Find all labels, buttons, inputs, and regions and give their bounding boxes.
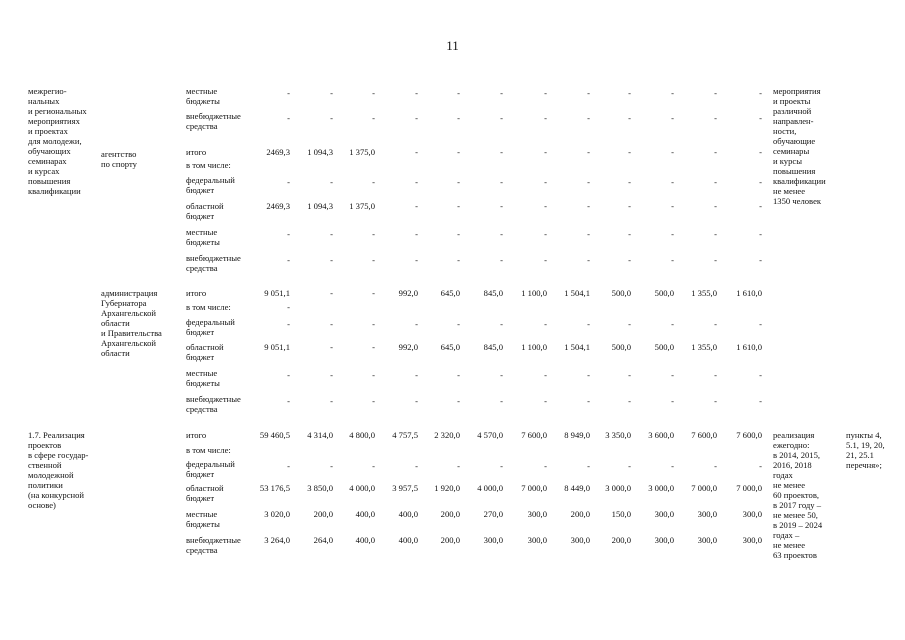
row-a-fed-cell: - bbox=[628, 177, 631, 187]
row-a-itogo-cell: - bbox=[759, 147, 762, 157]
result-text-line: мероприятия bbox=[773, 86, 821, 96]
row-b-obl-cell: 1 100,0 bbox=[521, 342, 547, 352]
row-c-itogo-cell: 59 460,5 bbox=[259, 430, 290, 440]
row-a-vneb-cell: - bbox=[587, 255, 590, 265]
row-b-vneb-cell: - bbox=[714, 396, 717, 406]
row-a-obl-cell: - bbox=[544, 201, 547, 211]
row-a-fed-cell: - bbox=[415, 177, 418, 187]
row-b-obl-cell: 1 610,0 bbox=[736, 342, 762, 352]
row-a0-vneb-cell: - bbox=[372, 113, 375, 123]
measure-name-line: межрегио- bbox=[28, 86, 67, 96]
row-b-mest-cell: - bbox=[457, 370, 460, 380]
measure-name-line: молодежной bbox=[28, 470, 74, 480]
row-c-mest-cell: 400,0 bbox=[398, 509, 418, 519]
row-b-fed-cell: - bbox=[714, 319, 717, 329]
row-a-obl-cell: - bbox=[415, 201, 418, 211]
row-a-obl-cell: 2469,3 bbox=[266, 201, 290, 211]
reference-text-line: 21, 25.1 bbox=[846, 450, 874, 460]
row-b-vtomchisle-cell: - bbox=[287, 302, 290, 312]
row-c-vneb-cell: 300,0 bbox=[654, 535, 674, 545]
row-c-itogo-cell: 7 600,0 bbox=[736, 430, 762, 440]
row-a-vneb-cell: - bbox=[500, 255, 503, 265]
row-b-fed-cell: - bbox=[372, 319, 375, 329]
row-c-itogo-cell: 2 320,0 bbox=[434, 430, 460, 440]
row-a-obl-cell: 1 375,0 bbox=[349, 201, 375, 211]
row-b-fed-cell: - bbox=[287, 319, 290, 329]
row-a0-vneb-cell: - bbox=[544, 113, 547, 123]
result-text-line: и курсы bbox=[773, 156, 802, 166]
row-a0-mest-cell: - bbox=[628, 88, 631, 98]
row-a-mest-cell: - bbox=[500, 229, 503, 239]
row-a-vneb-cell: - bbox=[330, 255, 333, 265]
measure-name-line: (на конкурсной bbox=[28, 490, 85, 500]
row-c-fed-cell: - bbox=[671, 461, 674, 471]
executor-name-line: Архангельской bbox=[101, 308, 156, 318]
row-b-mest-cell: - bbox=[544, 370, 547, 380]
row-c-itogo-cell: 7 600,0 bbox=[521, 430, 547, 440]
row-a-itogo-cell: 2469,3 bbox=[266, 147, 290, 157]
row-b-itogo-cell: 845,0 bbox=[483, 288, 503, 298]
row-b-obl-cell: 1 355,0 bbox=[691, 342, 717, 352]
row-c-fed-cell: - bbox=[544, 461, 547, 471]
row-c-vneb-cell: 300,0 bbox=[527, 535, 547, 545]
row-a-vneb-cell: - bbox=[415, 255, 418, 265]
row-b-vneb-cell: - bbox=[372, 396, 375, 406]
row-a0-vneb-cell: - bbox=[415, 113, 418, 123]
row-b-vneb-cell: - bbox=[457, 396, 460, 406]
measure-name-line: основе) bbox=[28, 500, 56, 510]
row-label-vtomchisle: в том числе: bbox=[186, 445, 231, 455]
row-a-itogo-cell: - bbox=[500, 147, 503, 157]
row-a-vneb-cell: - bbox=[287, 255, 290, 265]
result-text-line: 2016, 2018 bbox=[773, 460, 812, 470]
row-c-mest-cell: 400,0 bbox=[355, 509, 375, 519]
row-a0-mest-cell: - bbox=[587, 88, 590, 98]
row-a-fed-cell: - bbox=[671, 177, 674, 187]
row-a0-mest-cell: - bbox=[759, 88, 762, 98]
row-label-itogo: итого bbox=[186, 288, 207, 298]
row-c-fed-cell: - bbox=[372, 461, 375, 471]
row-b-fed-cell: - bbox=[415, 319, 418, 329]
row-c-fed-cell: - bbox=[714, 461, 717, 471]
row-a0-mest-cell: - bbox=[287, 88, 290, 98]
row-c-fed-cell: - bbox=[628, 461, 631, 471]
row-c-mest-cell: 200,0 bbox=[570, 509, 590, 519]
measure-name-line: квалификации bbox=[28, 186, 81, 196]
row-c-obl-cell: 7 000,0 bbox=[736, 483, 762, 493]
row-b-mest-cell: - bbox=[759, 370, 762, 380]
row-label-mest: бюджеты bbox=[186, 519, 220, 529]
row-b-itogo-cell: 645,0 bbox=[440, 288, 460, 298]
row-a-obl-cell: - bbox=[587, 201, 590, 211]
row-b-obl-cell: 992,0 bbox=[398, 342, 418, 352]
row-b-fed-cell: - bbox=[587, 319, 590, 329]
row-b-itogo-cell: 9 051,1 bbox=[264, 288, 290, 298]
row-b-mest-cell: - bbox=[628, 370, 631, 380]
measure-name-line: и региональных bbox=[28, 106, 87, 116]
row-label-mest: бюджеты bbox=[186, 378, 220, 388]
row-label-itogo: итого bbox=[186, 430, 207, 440]
row-b-obl-cell: 645,0 bbox=[440, 342, 460, 352]
row-c-mest-cell: 200,0 bbox=[440, 509, 460, 519]
row-c-itogo-cell: 8 949,0 bbox=[564, 430, 590, 440]
executor-name-line: области bbox=[101, 348, 130, 358]
row-a-mest-cell: - bbox=[714, 229, 717, 239]
row-b-obl-cell: 500,0 bbox=[611, 342, 631, 352]
row-a0-vneb-cell: - bbox=[287, 113, 290, 123]
row-label-vneb: внебюджетные bbox=[186, 535, 241, 545]
row-a-itogo-cell: 1 375,0 bbox=[349, 147, 375, 157]
row-label-itogo: итого bbox=[186, 147, 207, 157]
row-c-obl-cell: 7 000,0 bbox=[691, 483, 717, 493]
row-label-vneb: средства bbox=[186, 263, 218, 273]
measure-name-line: для молодежи, bbox=[28, 136, 82, 146]
row-b-mest-cell: - bbox=[671, 370, 674, 380]
row-a-vneb-cell: - bbox=[372, 255, 375, 265]
result-text-line: ности, bbox=[773, 126, 797, 136]
result-text-line: семинары bbox=[773, 146, 810, 156]
row-b-mest-cell: - bbox=[714, 370, 717, 380]
row-a-mest-cell: - bbox=[330, 229, 333, 239]
row-c-vneb-cell: 300,0 bbox=[483, 535, 503, 545]
result-text-line: направлен- bbox=[773, 116, 814, 126]
row-b-mest-cell: - bbox=[500, 370, 503, 380]
row-a0-mest-cell: - bbox=[330, 88, 333, 98]
row-a-vneb-cell: - bbox=[544, 255, 547, 265]
row-label-vneb: средства bbox=[186, 545, 218, 555]
row-b-itogo-cell: - bbox=[372, 288, 375, 298]
row-label-fed: бюджет bbox=[186, 185, 215, 195]
row-a-fed-cell: - bbox=[372, 177, 375, 187]
row-c-fed-cell: - bbox=[500, 461, 503, 471]
row-b-itogo-cell: 500,0 bbox=[611, 288, 631, 298]
row-a-mest-cell: - bbox=[415, 229, 418, 239]
reference-text-line: перечня»; bbox=[846, 460, 882, 470]
measure-name-line: и курсах bbox=[28, 166, 60, 176]
row-b-mest-cell: - bbox=[372, 370, 375, 380]
row-c-itogo-cell: 4 800,0 bbox=[349, 430, 375, 440]
row-label-mest: бюджеты bbox=[186, 96, 220, 106]
row-b-vneb-cell: - bbox=[544, 396, 547, 406]
row-a-mest-cell: - bbox=[628, 229, 631, 239]
row-a-obl-cell: - bbox=[671, 201, 674, 211]
row-b-fed-cell: - bbox=[628, 319, 631, 329]
row-a-itogo-cell: - bbox=[457, 147, 460, 157]
row-b-obl-cell: - bbox=[372, 342, 375, 352]
row-c-vneb-cell: 300,0 bbox=[742, 535, 762, 545]
row-a0-mest-cell: - bbox=[714, 88, 717, 98]
row-b-itogo-cell: 500,0 bbox=[654, 288, 674, 298]
measure-name-line: повышения bbox=[28, 176, 71, 186]
row-a-obl-cell: - bbox=[500, 201, 503, 211]
row-a-vneb-cell: - bbox=[714, 255, 717, 265]
measure-name-line: политики bbox=[28, 480, 63, 490]
row-a-obl-cell: - bbox=[628, 201, 631, 211]
row-c-vneb-cell: 200,0 bbox=[611, 535, 631, 545]
row-c-itogo-cell: 3 600,0 bbox=[648, 430, 674, 440]
row-c-obl-cell: 3 000,0 bbox=[605, 483, 631, 493]
row-c-itogo-cell: 4 570,0 bbox=[477, 430, 503, 440]
result-text-line: различной bbox=[773, 106, 812, 116]
row-a-itogo-cell: - bbox=[587, 147, 590, 157]
row-c-mest-cell: 270,0 bbox=[483, 509, 503, 519]
row-label-fed: бюджет bbox=[186, 469, 215, 479]
row-c-itogo-cell: 7 600,0 bbox=[691, 430, 717, 440]
result-text-line: обучающие bbox=[773, 136, 816, 146]
row-b-itogo-cell: 1 610,0 bbox=[736, 288, 762, 298]
row-a-obl-cell: 1 094,3 bbox=[307, 201, 333, 211]
row-c-obl-cell: 3 000,0 bbox=[648, 483, 674, 493]
row-b-fed-cell: - bbox=[544, 319, 547, 329]
row-a0-mest-cell: - bbox=[500, 88, 503, 98]
row-c-vneb-cell: 300,0 bbox=[570, 535, 590, 545]
result-text-line: не менее bbox=[773, 186, 806, 196]
row-a-itogo-cell: - bbox=[714, 147, 717, 157]
row-c-vneb-cell: 400,0 bbox=[355, 535, 375, 545]
row-a-vneb-cell: - bbox=[457, 255, 460, 265]
row-label-vneb: внебюджетные bbox=[186, 394, 241, 404]
row-a-vneb-cell: - bbox=[671, 255, 674, 265]
row-c-itogo-cell: 3 350,0 bbox=[605, 430, 631, 440]
row-label-obl: бюджет bbox=[186, 493, 215, 503]
row-c-fed-cell: - bbox=[415, 461, 418, 471]
reference-text-line: пункты 4, bbox=[846, 430, 882, 440]
page-number: 11 bbox=[446, 38, 459, 53]
row-label-vneb: внебюджетные bbox=[186, 111, 241, 121]
row-c-mest-cell: 300,0 bbox=[527, 509, 547, 519]
executor-name-line: по спорту bbox=[101, 159, 137, 169]
row-c-itogo-cell: 4 314,0 bbox=[307, 430, 333, 440]
row-a0-vneb-cell: - bbox=[330, 113, 333, 123]
row-a-mest-cell: - bbox=[544, 229, 547, 239]
row-a-itogo-cell: - bbox=[628, 147, 631, 157]
row-a-itogo-cell: - bbox=[671, 147, 674, 157]
row-b-obl-cell: 9 051,1 bbox=[264, 342, 290, 352]
row-b-mest-cell: - bbox=[330, 370, 333, 380]
row-a-itogo-cell: 1 094,3 bbox=[307, 147, 333, 157]
row-b-itogo-cell: 1 100,0 bbox=[521, 288, 547, 298]
row-b-vneb-cell: - bbox=[287, 396, 290, 406]
measure-name-line: 1.7. Реализация bbox=[28, 430, 85, 440]
row-a-obl-cell: - bbox=[759, 201, 762, 211]
row-a0-mest-cell: - bbox=[457, 88, 460, 98]
row-b-itogo-cell: 992,0 bbox=[398, 288, 418, 298]
executor-name-line: агентство bbox=[101, 149, 137, 159]
row-b-vneb-cell: - bbox=[628, 396, 631, 406]
result-text-line: в 2019 – 2024 bbox=[773, 520, 823, 530]
row-c-fed-cell: - bbox=[287, 461, 290, 471]
row-a0-vneb-cell: - bbox=[457, 113, 460, 123]
row-c-obl-cell: 4 000,0 bbox=[349, 483, 375, 493]
measure-name-line: ственной bbox=[28, 460, 62, 470]
row-b-obl-cell: 1 504,1 bbox=[564, 342, 590, 352]
row-c-mest-cell: 200,0 bbox=[313, 509, 333, 519]
result-text-line: квалификации bbox=[773, 176, 826, 186]
row-c-mest-cell: 150,0 bbox=[611, 509, 631, 519]
row-a-fed-cell: - bbox=[287, 177, 290, 187]
result-text-line: годах – bbox=[773, 530, 800, 540]
row-b-vneb-cell: - bbox=[330, 396, 333, 406]
result-text-line: не менее bbox=[773, 540, 806, 550]
row-c-fed-cell: - bbox=[759, 461, 762, 471]
row-a-obl-cell: - bbox=[457, 201, 460, 211]
row-a0-vneb-cell: - bbox=[714, 113, 717, 123]
result-text-line: не менее 50, bbox=[773, 510, 818, 520]
reference-text-line: 5.1, 19, 20, bbox=[846, 440, 885, 450]
row-label-mest: местные bbox=[186, 368, 218, 378]
row-b-vneb-cell: - bbox=[415, 396, 418, 406]
row-label-obl: бюджет bbox=[186, 352, 215, 362]
row-label-obl: областной bbox=[186, 483, 224, 493]
row-label-fed: федеральный bbox=[186, 459, 235, 469]
row-a0-vneb-cell: - bbox=[628, 113, 631, 123]
result-text-line: и проекты bbox=[773, 96, 811, 106]
row-a-fed-cell: - bbox=[500, 177, 503, 187]
row-c-vneb-cell: 300,0 bbox=[697, 535, 717, 545]
row-label-mest: местные bbox=[186, 86, 218, 96]
row-a-itogo-cell: - bbox=[544, 147, 547, 157]
row-b-vneb-cell: - bbox=[759, 396, 762, 406]
result-text-line: 1350 человек bbox=[773, 196, 822, 206]
row-label-vtomchisle: в том числе: bbox=[186, 302, 231, 312]
row-label-vneb: внебюджетные bbox=[186, 253, 241, 263]
row-b-fed-cell: - bbox=[500, 319, 503, 329]
row-c-obl-cell: 4 000,0 bbox=[477, 483, 503, 493]
row-a-itogo-cell: - bbox=[415, 147, 418, 157]
row-c-obl-cell: 7 000,0 bbox=[521, 483, 547, 493]
row-a-mest-cell: - bbox=[759, 229, 762, 239]
result-text-line: 60 проектов, bbox=[773, 490, 820, 500]
row-c-fed-cell: - bbox=[330, 461, 333, 471]
row-b-obl-cell: 500,0 bbox=[654, 342, 674, 352]
row-a-fed-cell: - bbox=[587, 177, 590, 187]
row-label-obl: областной bbox=[186, 342, 224, 352]
row-c-obl-cell: 8 449,0 bbox=[564, 483, 590, 493]
row-a0-vneb-cell: - bbox=[500, 113, 503, 123]
row-b-itogo-cell: 1 504,1 bbox=[564, 288, 590, 298]
result-text-line: не менее bbox=[773, 480, 806, 490]
result-text-line: в 2014, 2015, bbox=[773, 450, 821, 460]
row-b-fed-cell: - bbox=[671, 319, 674, 329]
row-a0-mest-cell: - bbox=[415, 88, 418, 98]
row-b-mest-cell: - bbox=[415, 370, 418, 380]
row-c-vneb-cell: 264,0 bbox=[313, 535, 333, 545]
row-b-mest-cell: - bbox=[587, 370, 590, 380]
measure-name-line: обучающих bbox=[28, 146, 71, 156]
row-a-fed-cell: - bbox=[457, 177, 460, 187]
row-a-fed-cell: - bbox=[714, 177, 717, 187]
row-label-vneb: средства bbox=[186, 121, 218, 131]
executor-name-line: и Правительства bbox=[101, 328, 162, 338]
row-c-mest-cell: 300,0 bbox=[742, 509, 762, 519]
row-c-vneb-cell: 3 264,0 bbox=[264, 535, 290, 545]
row-a-fed-cell: - bbox=[759, 177, 762, 187]
row-a-mest-cell: - bbox=[671, 229, 674, 239]
row-label-mest: местные bbox=[186, 509, 218, 519]
row-a-mest-cell: - bbox=[287, 229, 290, 239]
row-b-vneb-cell: - bbox=[671, 396, 674, 406]
result-text-line: ежегодно: bbox=[773, 440, 810, 450]
row-a0-mest-cell: - bbox=[544, 88, 547, 98]
result-text-line: годах bbox=[773, 470, 793, 480]
row-label-fed: федеральный bbox=[186, 317, 235, 327]
row-c-mest-cell: 300,0 bbox=[697, 509, 717, 519]
row-c-fed-cell: - bbox=[457, 461, 460, 471]
row-label-fed: бюджет bbox=[186, 327, 215, 337]
row-c-vneb-cell: 400,0 bbox=[398, 535, 418, 545]
row-a-mest-cell: - bbox=[587, 229, 590, 239]
row-a-fed-cell: - bbox=[330, 177, 333, 187]
row-b-fed-cell: - bbox=[330, 319, 333, 329]
executor-name-line: Губернатора bbox=[101, 298, 147, 308]
row-a0-mest-cell: - bbox=[372, 88, 375, 98]
row-b-vneb-cell: - bbox=[587, 396, 590, 406]
row-a0-vneb-cell: - bbox=[671, 113, 674, 123]
row-b-mest-cell: - bbox=[287, 370, 290, 380]
row-a-obl-cell: - bbox=[714, 201, 717, 211]
measure-name-line: в сфере государ- bbox=[28, 450, 89, 460]
row-b-vneb-cell: - bbox=[500, 396, 503, 406]
row-c-mest-cell: 3 020,0 bbox=[264, 509, 290, 519]
row-a0-mest-cell: - bbox=[671, 88, 674, 98]
row-c-fed-cell: - bbox=[587, 461, 590, 471]
measure-name-line: и проектах bbox=[28, 126, 68, 136]
row-b-itogo-cell: 1 355,0 bbox=[691, 288, 717, 298]
row-c-vneb-cell: 200,0 bbox=[440, 535, 460, 545]
row-label-fed: федеральный bbox=[186, 175, 235, 185]
row-c-itogo-cell: 4 757,5 bbox=[392, 430, 418, 440]
executor-name-line: администрация bbox=[101, 288, 158, 298]
measure-name-line: семинарах bbox=[28, 156, 67, 166]
row-c-mest-cell: 300,0 bbox=[654, 509, 674, 519]
row-label-obl: областной bbox=[186, 201, 224, 211]
measure-name-line: мероприятиях bbox=[28, 116, 80, 126]
row-label-vneb: средства bbox=[186, 404, 218, 414]
row-b-itogo-cell: - bbox=[330, 288, 333, 298]
row-a-vneb-cell: - bbox=[759, 255, 762, 265]
executor-name-line: области bbox=[101, 318, 130, 328]
measure-name-line: проектов bbox=[28, 440, 62, 450]
row-b-obl-cell: - bbox=[330, 342, 333, 352]
row-c-obl-cell: 53 176,5 bbox=[259, 483, 290, 493]
result-text-line: 63 проектов bbox=[773, 550, 817, 560]
row-b-fed-cell: - bbox=[457, 319, 460, 329]
measure-name-line: нальных bbox=[28, 96, 60, 106]
row-a-mest-cell: - bbox=[372, 229, 375, 239]
result-text-line: в 2017 году – bbox=[773, 500, 822, 510]
result-text-line: повышения bbox=[773, 166, 816, 176]
row-b-obl-cell: 845,0 bbox=[483, 342, 503, 352]
row-a0-vneb-cell: - bbox=[759, 113, 762, 123]
row-label-mest: местные bbox=[186, 227, 218, 237]
row-c-obl-cell: 1 920,0 bbox=[434, 483, 460, 493]
row-label-obl: бюджет bbox=[186, 211, 215, 221]
row-label-mest: бюджеты bbox=[186, 237, 220, 247]
row-a-mest-cell: - bbox=[457, 229, 460, 239]
row-a-fed-cell: - bbox=[544, 177, 547, 187]
row-label-vtomchisle: в том числе: bbox=[186, 160, 231, 170]
result-text-line: реализация bbox=[773, 430, 815, 440]
row-c-obl-cell: 3 957,5 bbox=[392, 483, 418, 493]
executor-name-line: Архангельской bbox=[101, 338, 156, 348]
row-a-vneb-cell: - bbox=[628, 255, 631, 265]
row-b-fed-cell: - bbox=[759, 319, 762, 329]
row-a0-vneb-cell: - bbox=[587, 113, 590, 123]
row-c-obl-cell: 3 850,0 bbox=[307, 483, 333, 493]
